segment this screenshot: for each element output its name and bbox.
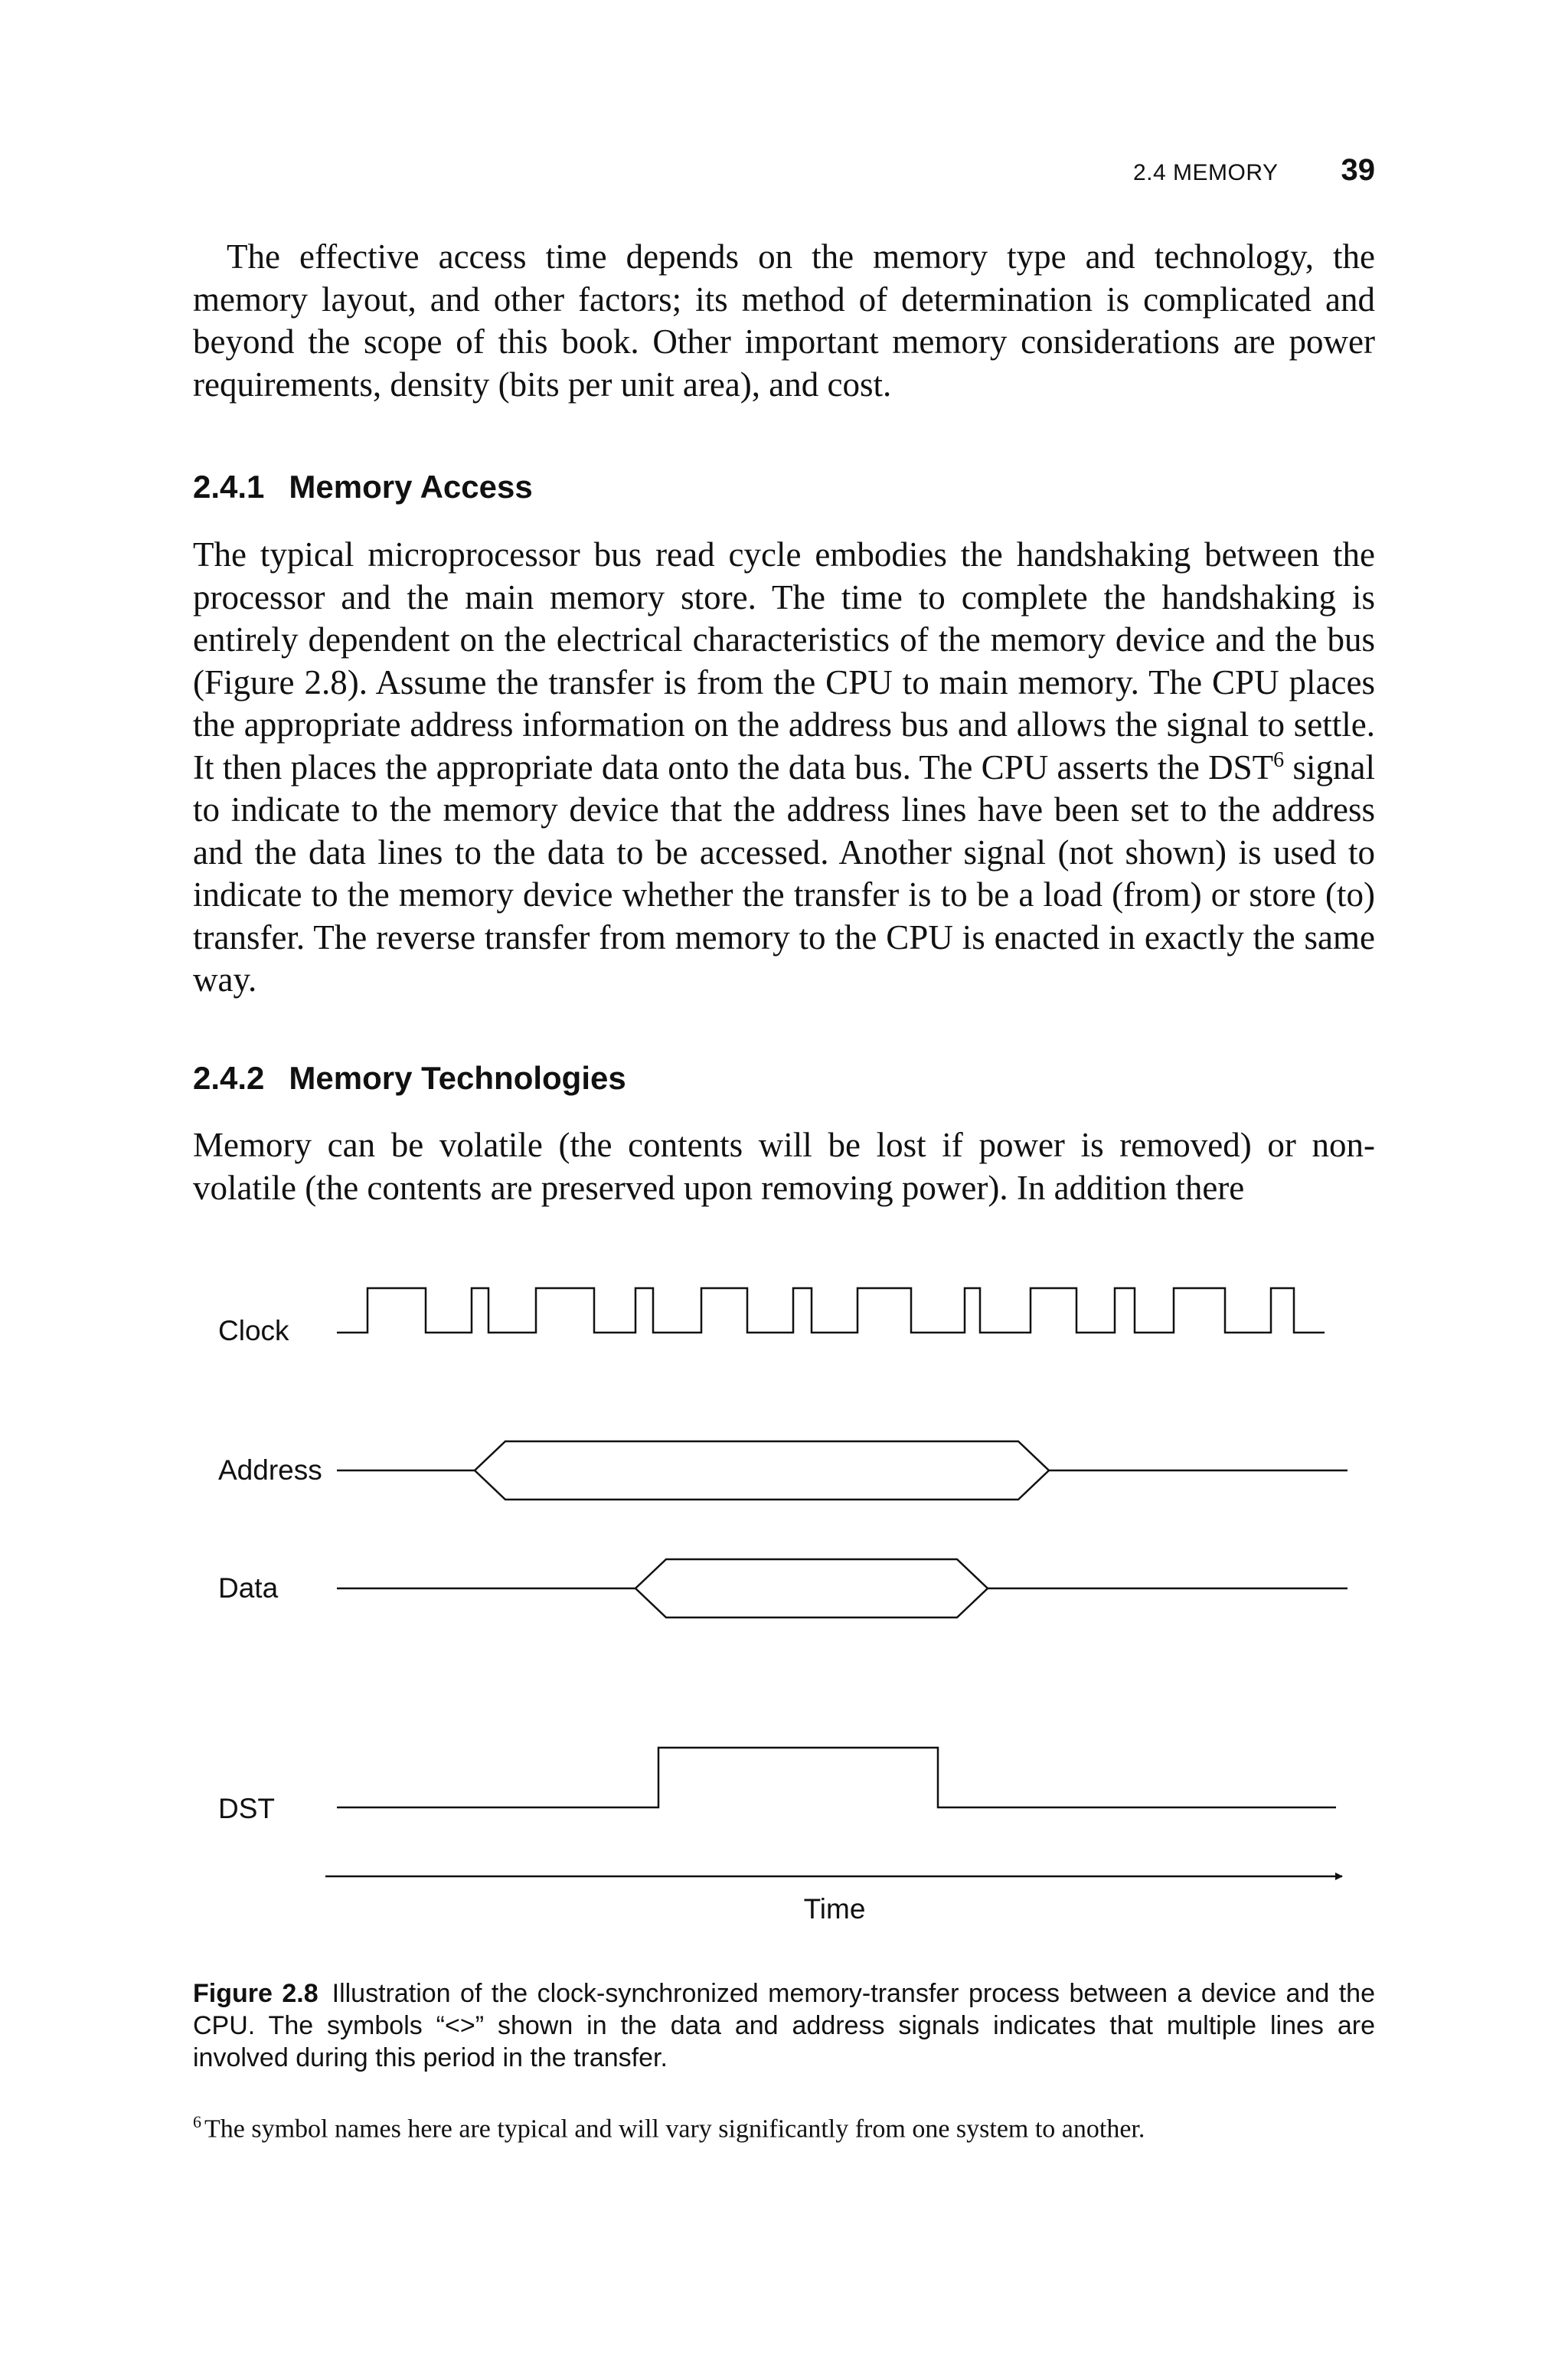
timing-diagram-figure: [153, 1271, 1409, 1945]
paragraph-intro: The effective access time depends on the memory type and technology, the memory layout, and other factors; its method of determination is complicated and beyond the scope of this book. Other important memory considerations are power requirements, density (bits per unit area), and cost.: [193, 237, 1375, 404]
timing-diagram: [153, 1271, 1409, 1945]
caption-text: Illustration of the clock-synchronized memory-transfer process between a device and the CPU. The symbols “<>” shown in the data and address signals indicates that multiple lines are involved during this period in the transfer.: [193, 1979, 1376, 2072]
paragraph-text: The typical microprocessor bus read cycle embodies the handshaking between the processor and the main memory store. The time to complete the handshaking is entirely dependent on the electrical characteristics of the memory device and the bus (Figure 2.8). Assume the transfer is from the CPU to main memory. The CPU places the appropriate address information on the address bus and allows the signal to settle. It then places the appropriate data onto the data bus. The CPU asserts the DST: [193, 535, 1375, 787]
footnote: [193, 2106, 1375, 2145]
data-label: Data: [218, 1572, 279, 1604]
figure-caption: [193, 1977, 1375, 2074]
page-number: 39: [1341, 153, 1375, 187]
footnote-marker: 6: [193, 2112, 201, 2131]
paragraph-memory-access: [193, 534, 1375, 1002]
section-number: 2.4.2: [193, 1060, 265, 1096]
footnote-reference[interactable]: 6: [1273, 747, 1285, 772]
running-head-section: 2.4 MEMORY: [1133, 160, 1279, 185]
section-title: Memory Access: [289, 469, 533, 505]
clock-label: Clock: [218, 1315, 289, 1346]
dst-signal: [337, 1748, 1336, 1807]
section-title: Memory Technologies: [289, 1060, 626, 1096]
section-number: 2.4.1: [193, 469, 265, 505]
dst-label: DST: [218, 1793, 275, 1824]
footnote-text: The symbol names here are typical and will vary significantly from one system to another.: [204, 2115, 1145, 2144]
address-label: Address: [218, 1454, 322, 1486]
paragraph-text: signal to indicate to the memory device that the address lines have been set to the address and the data lines to the data to be accessed. Another signal (not shown) is used to indicate to the memory device whether the transfer is to be a load (from) or store (to) transfer. The reverse transfer from memory to the CPU is enacted in exactly the same way.: [193, 747, 1375, 999]
section-heading-memory-access: [193, 469, 533, 505]
data-valid-region: [635, 1559, 988, 1617]
figure-number: Figure 2.8: [193, 1979, 318, 2008]
time-axis-label: Time: [803, 1893, 866, 1925]
address-valid-region: [475, 1441, 1049, 1500]
running-head: [1133, 153, 1375, 188]
clock-signal: [337, 1288, 1325, 1333]
paragraph-memory-technologies: Memory can be volatile (the contents will be lost if power is removed) or non-volatile (the contents are preserved upon removing power). In addition there: [193, 1126, 1375, 1207]
section-heading-memory-technologies: [193, 1060, 626, 1097]
